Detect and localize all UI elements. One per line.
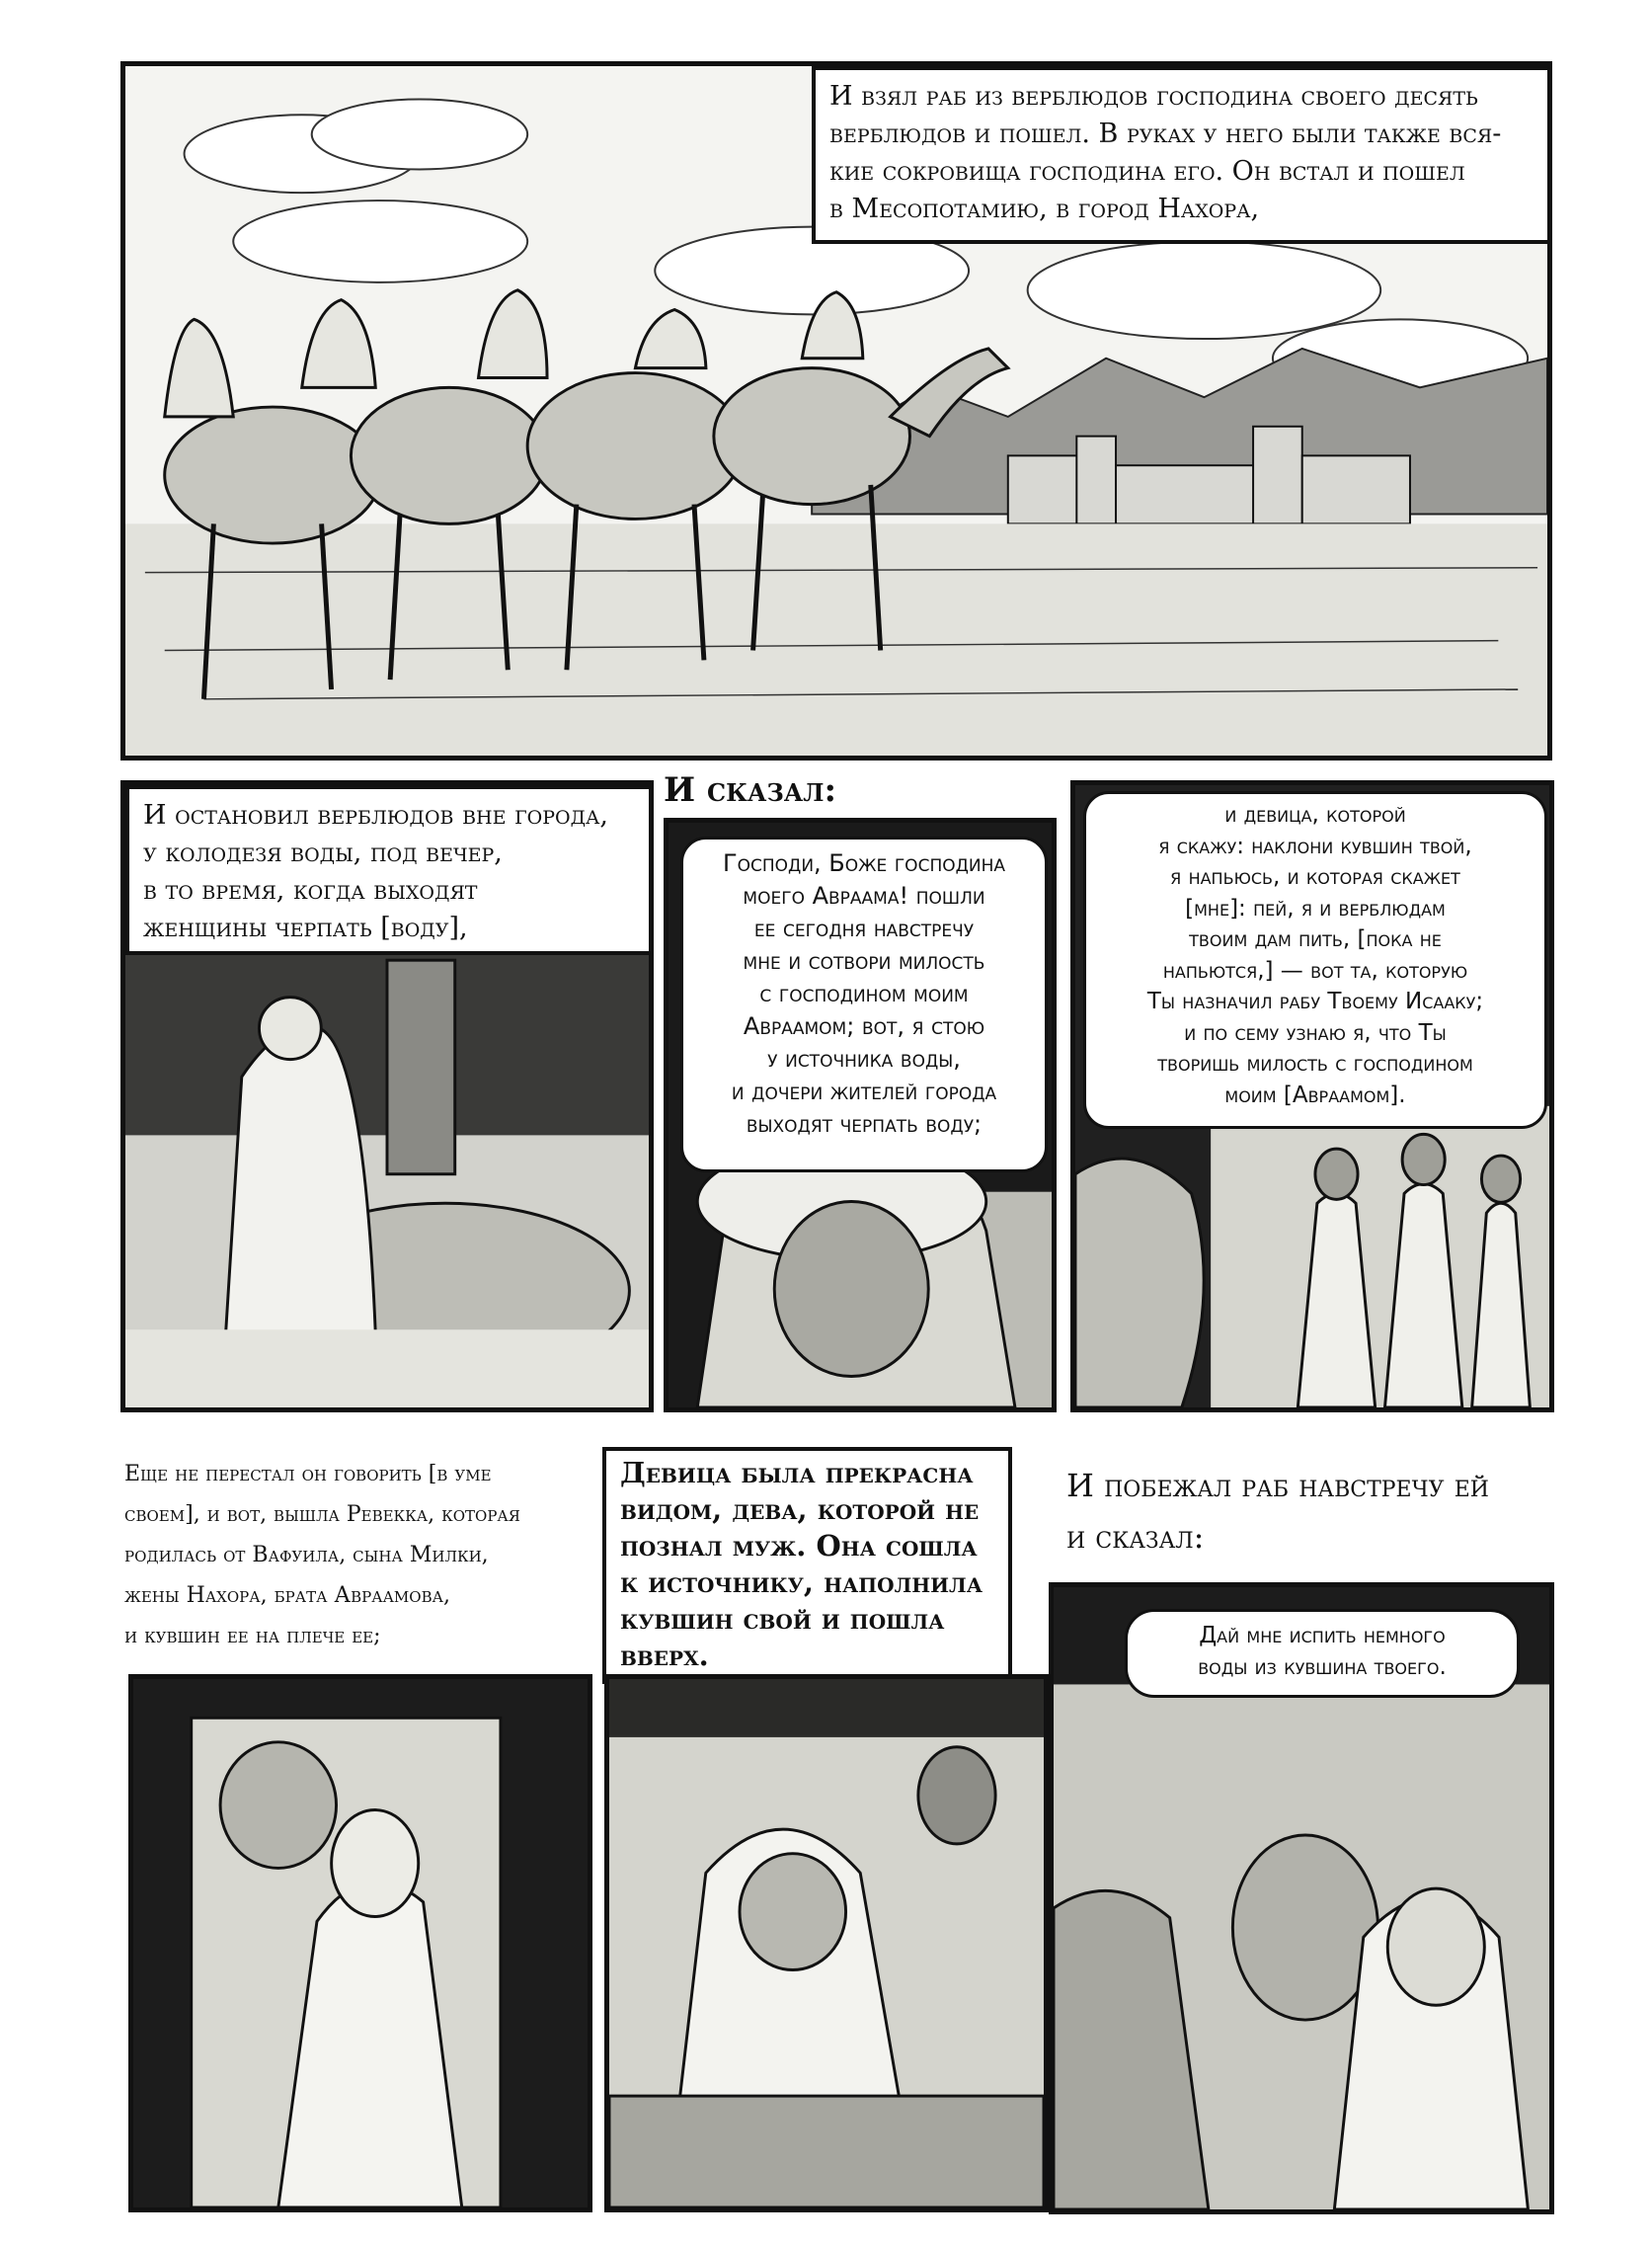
panel-servant-prays [664, 818, 1057, 1412]
narration-caption-caravan: И взял раб из верблюдов господина своего десять верблюдов и пошел. В руках у него были также вся- кие сокровища господина его. Он встал и пошел в Месопотамию, в город Нахора, [812, 66, 1552, 244]
heading-and-said: И сказал: [664, 770, 837, 810]
rebekah-with-jar-illustration [133, 1679, 588, 2207]
panel-servant-asks-water [1049, 1582, 1554, 2214]
narration-caption-maiden: Девица была прекрасна видом, дева, которой не познал муж. Она сошла к источнику, наполнила кувшин свой и пошла вверх. [602, 1447, 1012, 1684]
panel-at-the-spring [604, 1674, 1049, 2212]
speech-balloon-sign: и девица, которой я скажу: наклони кувшин твой, я напьюсь, и которая скажет [мне]: пей, я и верблюдам твоим дам пить, [пока не напьются,] — вот та, которую Ты назначил рабу Твоему Исааку; и по сему узнаю я, что Ты творишь милость с господином моим [Авраамом]. [1083, 791, 1547, 1129]
rebekah-at-spring-illustration [609, 1679, 1044, 2207]
panel-the-sign [1070, 780, 1554, 1412]
panel-rebekah-comes-out [128, 1674, 592, 2212]
narration-caption-stopping: И остановил верблюдов вне города, у колодезя воды, под вечер, в то время, когда выходят женщины черпать [воду], [125, 785, 654, 955]
panel-stopping-camels [120, 780, 654, 1412]
heading-servant-ran: И побежал раб навстречу ей и сказал: [1066, 1467, 1489, 1556]
speech-balloon-prayer: Господи, Боже господина моего Авраама! пошли ее сегодня навстречу мне и сотвори милость с господином моим Авраамом; вот, я стою у источника воды, и дочери жителей города выходят черпать воду; [680, 837, 1048, 1172]
speech-balloon-request: Дай мне испить немного воды из кувшина твоего. [1125, 1609, 1520, 1698]
narration-caption-rebekah: Еще не перестал он говорить [в уме своем], и вот, вышла Ревекка, которая родилась от Вафуила, сына Милки, жены Нахора, брата Авраамова, и кувшин ее на плече ее; [124, 1462, 520, 1648]
panel-caravan [120, 61, 1552, 761]
